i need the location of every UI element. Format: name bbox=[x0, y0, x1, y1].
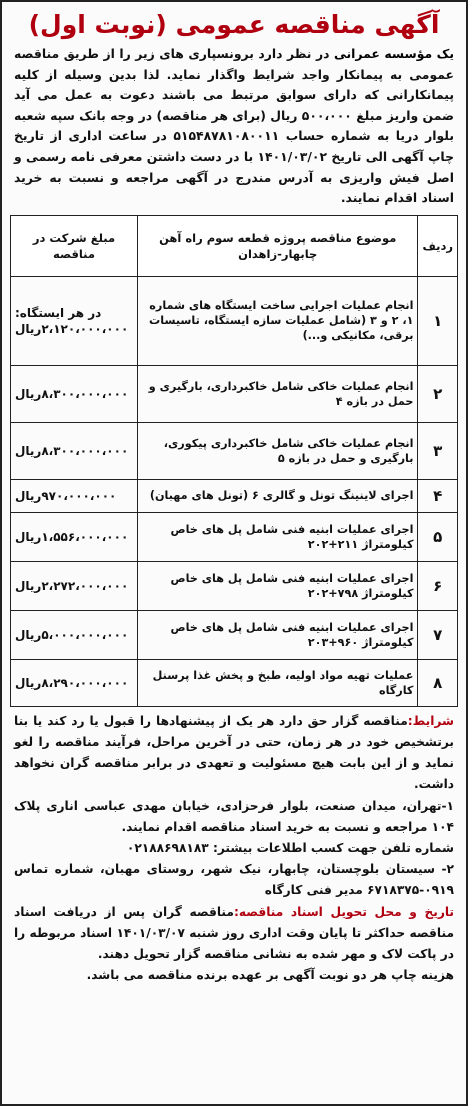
row-subject: اجرای عملیات ابنیه فنی شامل پل های خاص کیلومتراژ ۹۶۰+۲۰۳ bbox=[138, 610, 418, 659]
table-row bbox=[11, 659, 458, 706]
footer-note: هزینه چاپ هر دو نوبت آگهی بر عهده برنده مناقصه می باشد. bbox=[86, 968, 454, 983]
row-subject: اجرای عملیات ابنیه فنی شامل پل های خاص کیلومتراژ ۲۱۱+۲۰۲ bbox=[138, 512, 418, 561]
row-number: ۴ bbox=[418, 479, 458, 512]
conditions-label: شرایط: bbox=[407, 713, 454, 728]
row-subject: انجام عملیات خاکی شامل خاکبرداری پیکوری، بارگیری و حمل در بازه ۵ bbox=[138, 422, 418, 479]
table-row bbox=[11, 479, 458, 512]
address-tehran: ۱-تهران، میدان صنعت، بلوار فرحزادی، خیابان مهدی عباسی اناری پلاک ۱۰۴ مراجعه و نسبت به خرید اسناد مناقصه اقدام نمایند. bbox=[14, 798, 454, 834]
conditions-text: مناقصه گزار حق دارد هر یک از پیشنهادها را قبول یا رد کند یا بنا برتشخیص خود در هر زمان، حتی در آخرین مراحل، فرآیند مناقصه را لغو نماید و از این بابت هیچ مسئولیت و تعهدی در برابر مناقصه گران نخواهد داشت. bbox=[14, 713, 454, 792]
row-subject: اجرای عملیات ابنیه فنی شامل پل های خاص کیلومتراژ ۷۹۸+۲۰۲ bbox=[138, 561, 418, 610]
header-subject: موضوع مناقصه پروژه قطعه سوم راه آهن چابهار-زاهدان bbox=[138, 215, 418, 276]
row-amount: ۱،۵۵۶،۰۰۰،۰۰۰ریال bbox=[11, 512, 138, 561]
table-row bbox=[11, 610, 458, 659]
table-row bbox=[11, 512, 458, 561]
row-amount: ۲،۲۷۲،۰۰۰،۰۰۰ریال bbox=[11, 561, 138, 610]
table-row bbox=[11, 365, 458, 422]
row-number: ۲ bbox=[418, 365, 458, 422]
intro-lead: یک مؤسسه عمرانی bbox=[333, 46, 454, 61]
row-number: ۷ bbox=[418, 610, 458, 659]
row-amount: ۸،۲۹۰،۰۰۰،۰۰۰ریال bbox=[11, 659, 138, 706]
row-subject: انجام عملیات اجرایی ساخت ایستگاه های شماره ۱، ۲ و ۳ (شامل عملیات سازه ایستگاه، تاسیسات برقی، مکانیکی و...) bbox=[138, 276, 418, 365]
row-number: ۱ bbox=[418, 276, 458, 365]
delivery-label: تاریخ و محل تحویل اسناد مناقصه: bbox=[233, 904, 454, 919]
intro-text: در نظر دارد برونسپاری های زیر را از طریق مناقصه عمومی به پیمانکار واجد شرایط واگذار نماید. لذا بدین وسیله از کلیه پیمانکارانی که دارای سوابق مرتبط می باشند دعوت به عمل می آید ضمن واریز مبلغ ۵۰۰،۰۰۰ ریال (برای هر مناقصه) در وجه بانک سپه شعبه بلوار دریا به شماره حساب ۵۱۵۴۸۷۸۱۰۸۰۰۱۱ در ساعت اداری از تاریخ چاپ آگهی الی تاریخ ۱۴۰۱/۰۳/۰۲ با در دست داشتن معرفی نامه رسمی و اصل فیش واریزی به آدرس مندرج در آگهی مراجعه و نسبت به خرید اسناد اقدام نمایند. bbox=[14, 46, 455, 206]
notice-title: آگهی مناقصه عمومی (نوبت اول) bbox=[28, 10, 440, 39]
row-amount: ۵،۰۰۰،۰۰۰،۰۰۰ریال bbox=[11, 610, 138, 659]
row-number: ۳ bbox=[418, 422, 458, 479]
row-amount: ۹۷۰،۰۰۰،۰۰۰ریال bbox=[11, 479, 138, 512]
row-amount: ۸،۳۰۰،۰۰۰،۰۰۰ریال bbox=[11, 422, 138, 479]
row-amount: در هر ایستگاه: ۲،۱۲۰،۰۰۰،۰۰۰ریال bbox=[11, 276, 138, 365]
row-subject: انجام عملیات خاکی شامل خاکبرداری، بارگیری و حمل در بازه ۴ bbox=[138, 365, 418, 422]
header-amount: مبلغ شرکت در مناقصه bbox=[11, 215, 138, 276]
address-site: ۲- سیستان بلوچستان، چابهار، نیک شهر، روستای مهبان، شماره تماس ۰۹۱۹-۶۷۱۸۳۷۵ مدیر فنی کارگاه bbox=[14, 862, 454, 898]
row-number: ۸ bbox=[418, 659, 458, 706]
table-row bbox=[11, 422, 458, 479]
delivery-text: مناقصه گران پس از دریافت اسناد مناقصه حداکثر تا پایان وقت اداری روز شنبه ۱۴۰۱/۰۳/۰۷ اسناد مربوطه را در پاکت لاک و مهر شده به نشانی مناقصه گزار تحویل دهند. bbox=[14, 904, 454, 961]
table-row bbox=[11, 561, 458, 610]
row-amount: ۸،۳۰۰،۰۰۰،۰۰۰ریال bbox=[11, 365, 138, 422]
notice-body bbox=[14, 711, 454, 987]
tender-table bbox=[10, 215, 458, 707]
intro-paragraph bbox=[14, 44, 454, 209]
row-number: ۵ bbox=[418, 512, 458, 561]
row-number: ۶ bbox=[418, 561, 458, 610]
table-row bbox=[11, 276, 458, 365]
table-header-row bbox=[11, 215, 458, 276]
conditions-paragraph bbox=[14, 711, 454, 796]
row-subject: اجرای لاینینگ تونل و گالری ۶ (تونل های مهبان) bbox=[138, 479, 418, 512]
row-subject: عملیات تهیه مواد اولیه، طبخ و پخش غذا پرسنل کارگاه bbox=[138, 659, 418, 706]
phone-info: شماره تلفن جهت کسب اطلاعات بیشتر: ۰۲۱۸۸۶۹۸۱۸۳ bbox=[126, 840, 454, 855]
header-row-number: ردیف bbox=[418, 215, 458, 276]
delivery-paragraph bbox=[14, 902, 454, 966]
